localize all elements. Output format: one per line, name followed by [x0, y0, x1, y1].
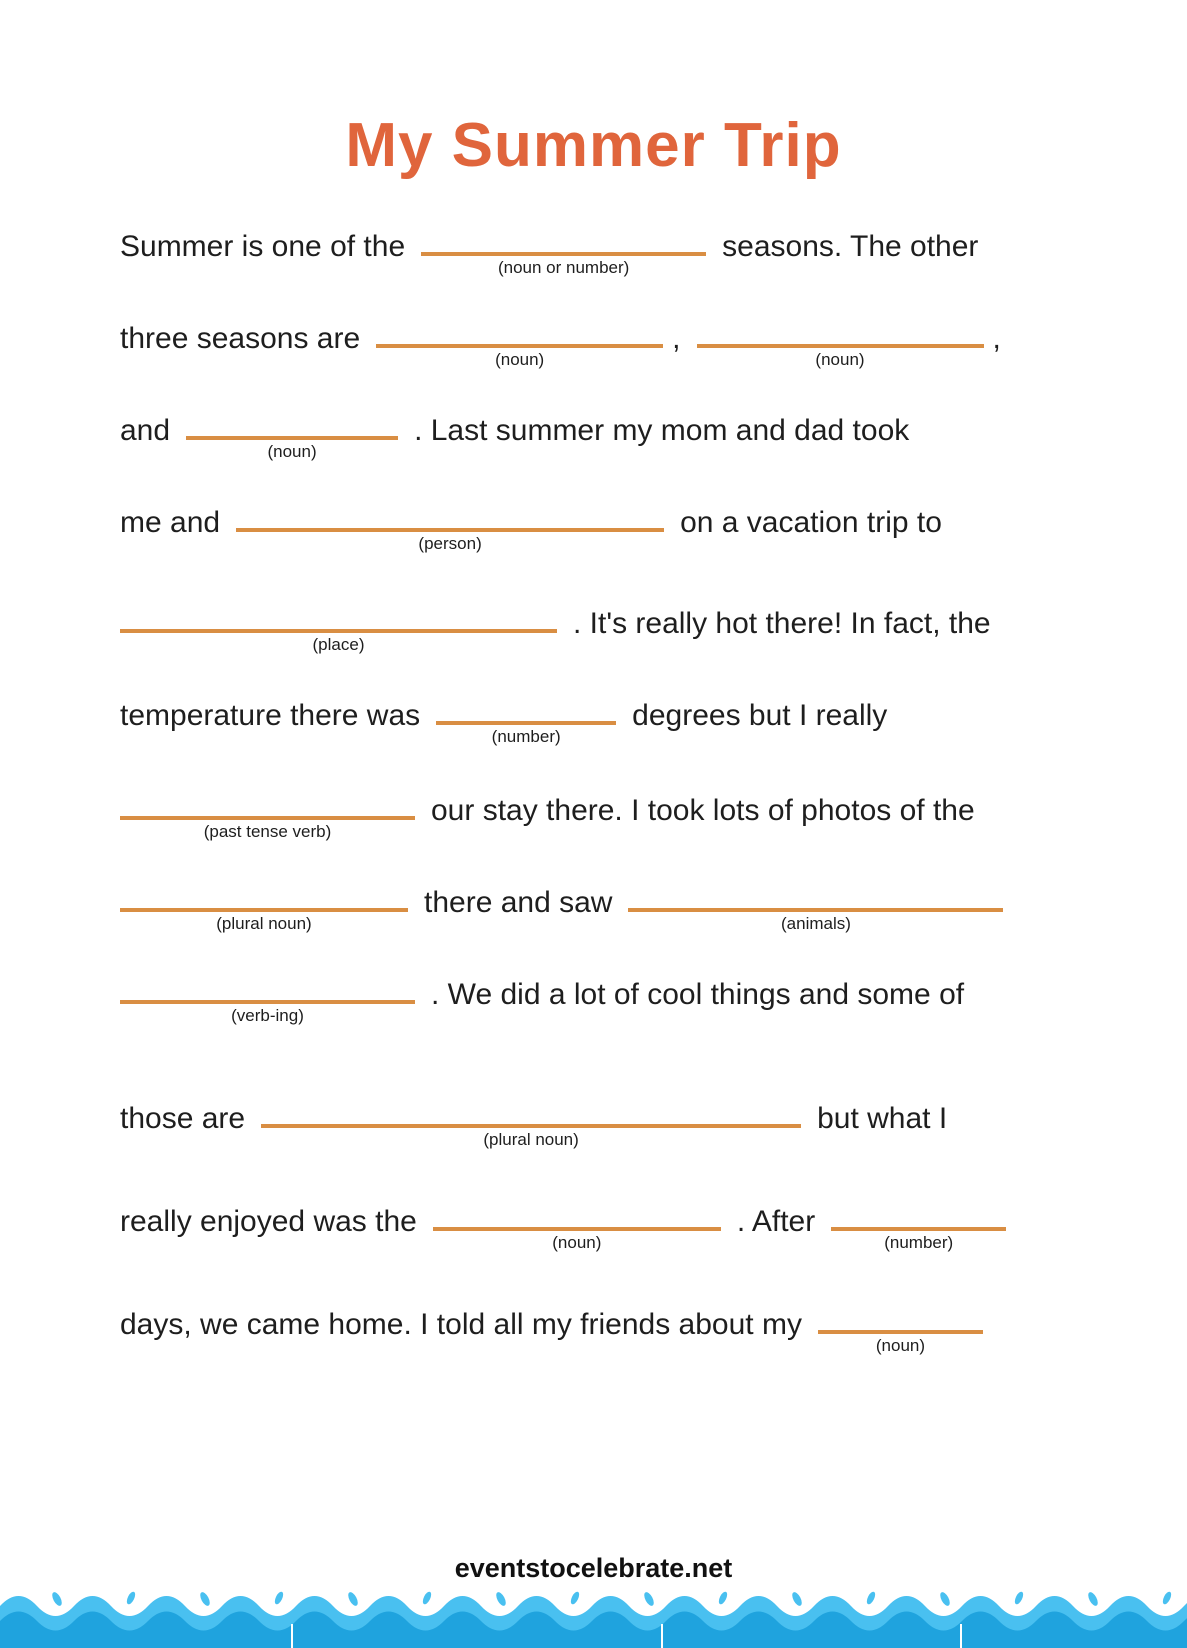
line-text: three seasons are	[120, 322, 361, 356]
wave-tile-seam	[960, 1624, 962, 1648]
line-text: ,	[992, 322, 1001, 356]
line-text: those are	[120, 1102, 246, 1136]
wave-border	[0, 1590, 1187, 1648]
worksheet-body	[0, 180, 1187, 1356]
blank-label: (number)	[491, 727, 561, 747]
footer-site-name: eventstocelebrate.net	[454, 1553, 733, 1583]
story-line	[120, 603, 1065, 655]
line-text: Summer is one of the	[120, 230, 406, 264]
blank-plural-noun	[120, 894, 408, 934]
blank-verb-ing	[120, 986, 415, 1026]
blank-noun	[818, 1316, 983, 1356]
blank-label: (noun)	[875, 1336, 926, 1356]
blank-plural-noun	[261, 1110, 801, 1150]
blank-label: (place)	[312, 635, 365, 655]
blank-label: (plural noun)	[483, 1130, 579, 1150]
story-line	[120, 502, 1065, 554]
blank-past-tense-verb	[120, 802, 415, 842]
wave-tile-seam	[291, 1624, 293, 1648]
blank-label: (verb-ing)	[231, 1006, 304, 1026]
blank-label: (noun)	[495, 350, 545, 370]
blank-noun	[186, 422, 398, 462]
wave-tile-seam	[661, 1624, 663, 1648]
blank-label: (plural noun)	[216, 914, 312, 934]
blank-noun-or-number	[421, 238, 706, 278]
story-line	[120, 790, 1065, 842]
blank-noun	[433, 1213, 721, 1253]
story-line	[120, 695, 1065, 747]
line-text: our stay there. I took lots of photos of the	[431, 794, 975, 828]
line-text: on a vacation trip to	[680, 506, 942, 540]
line-text: days, we came home. I told all my friends about my	[120, 1308, 802, 1342]
blank-number	[831, 1213, 1006, 1253]
line-text: me and	[120, 506, 221, 540]
line-text: . Last summer my mom and dad took	[414, 414, 910, 448]
blank-noun	[376, 330, 663, 370]
line-text: . We did a lot of cool things and some of	[431, 978, 965, 1012]
blank-label: (number)	[884, 1233, 954, 1253]
line-text: there and saw	[424, 886, 613, 920]
line-text: really enjoyed was the	[120, 1205, 417, 1239]
line-text: ,	[672, 322, 681, 356]
blank-person	[236, 514, 664, 554]
blank-label: (noun)	[267, 442, 317, 462]
line-text: temperature there was	[120, 699, 421, 733]
blank-number	[436, 707, 616, 747]
blank-noun	[697, 330, 984, 370]
blank-animals	[628, 894, 1003, 934]
line-text: seasons. The other	[722, 230, 979, 264]
line-text: but what I	[817, 1102, 948, 1136]
story-line	[120, 974, 1065, 1026]
story-line	[120, 1304, 1065, 1356]
line-text: and	[120, 414, 171, 448]
line-text: degrees but I really	[632, 699, 888, 733]
story-line	[120, 882, 1065, 934]
worksheet	[0, 111, 1187, 1583]
blank-label: (person)	[418, 534, 482, 554]
blank-label: (animals)	[781, 914, 851, 934]
line-text: . It's really hot there! In fact, the	[573, 607, 991, 641]
blank-label: (noun or number)	[497, 258, 630, 278]
blank-label: (noun)	[815, 350, 865, 370]
story-line	[120, 1098, 1065, 1150]
page-title: My Summer Trip	[345, 111, 842, 180]
story-line	[120, 1201, 1065, 1253]
line-text: . After	[736, 1205, 816, 1239]
story-line	[120, 410, 1065, 462]
lines	[120, 226, 1065, 1356]
blank-label: (past tense verb)	[203, 822, 332, 842]
story-line	[120, 226, 1065, 278]
story-line	[120, 318, 1065, 370]
blank-label: (noun)	[552, 1233, 602, 1253]
blank-place	[120, 615, 557, 655]
